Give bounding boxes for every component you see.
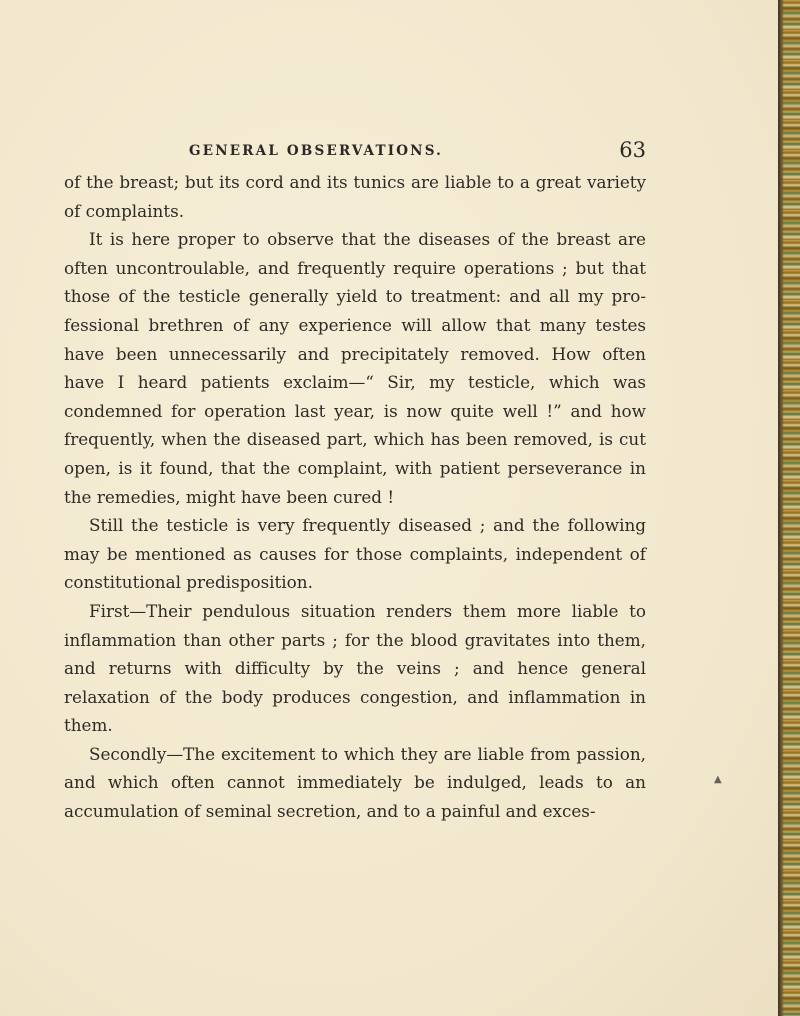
- paragraph: Still the testicle is very frequently diseased ; and the following may be mentioned as causes for those complaints, independent of constitutional predisposition.: [64, 515, 646, 593]
- running-head: [64, 140, 646, 164]
- paragraph: It is here proper to observe that the diseases of the breast are often uncontroulable, and frequently require operations ; but that those of the testicle generally yield to treatment: and all my professional brethren of any experience will allow that many testes have been unnecessarily and precipitately removed. How often have I heard patients exclaim—“ Sir, my testicle, which was condemned for operation last year, is now quite well !” and how frequently, when the diseased part, which has been removed, is cut open, is it found, that the complaint, with patient perseverance in the remedies, might have been cured !: [64, 229, 646, 507]
- page-number: 63: [619, 138, 646, 162]
- paragraph: Secondly—The excitement to which they are liable from passion, and which often cannot immediately be indulged, leads to an accumulation of seminal secretion, and to a painful and exces-: [64, 743, 646, 822]
- paper-speck: ▲: [714, 774, 722, 785]
- running-head-title: GENERAL OBSERVATIONS.: [189, 143, 444, 159]
- body-text: [64, 168, 646, 826]
- book-fore-edge: [778, 0, 800, 1016]
- paragraph: First—Their pendulous situation renders them more liable to inflammation than other parts ; for the blood gravitates into them, and returns with difficulty by the veins ; and hence general relaxation of the body produces congestion, and inflammation in them.: [64, 600, 646, 736]
- paragraph: of the breast; but its cord and its tunics are liable to a great variety of complaints.: [64, 172, 646, 221]
